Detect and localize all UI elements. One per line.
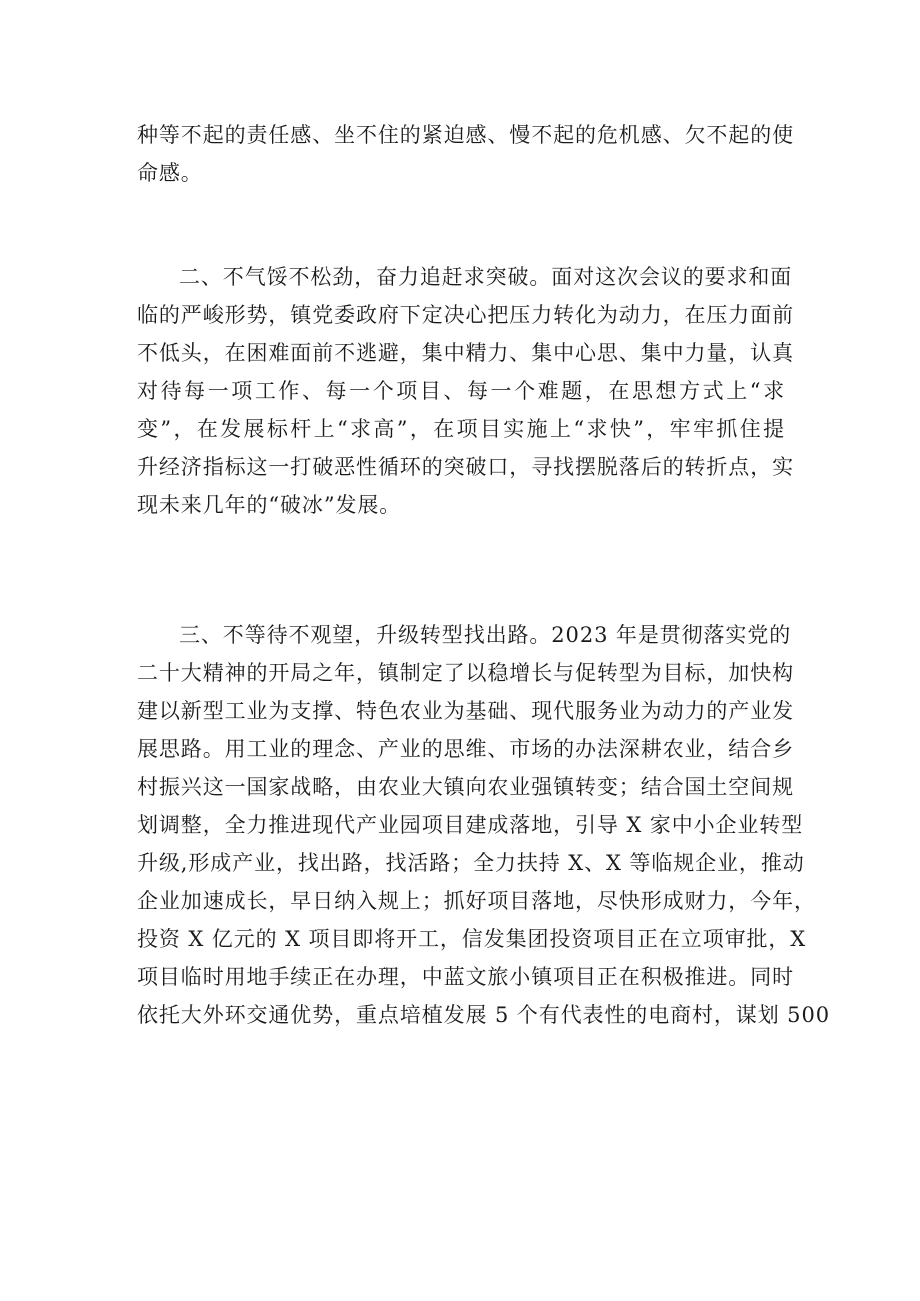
text-line: 临的严峻形势，镇党委政府下定决心把压力转化为动力，在压力面前	[137, 303, 794, 327]
paragraph-continuation	[137, 116, 794, 192]
text-line: 依托大外环交通优势，重点培植发展 5 个有代表性的电商村，谋划 500	[137, 1003, 830, 1027]
text-line: 三、不等待不观望，升级转型找出路。2023 年是贯彻落实党的	[179, 623, 792, 647]
text-line: 对待每一项工作、每一个项目、每一个难题，在思想方式上“求	[137, 379, 785, 403]
text-line: 展思路。用工业的理念、产业的思维、市场的办法深耕农业，结合乡	[137, 737, 794, 761]
text-line: 二十大精神的开局之年，镇制定了以稳增长与促转型为目标，加快构	[137, 661, 794, 685]
paragraph-section-three	[137, 616, 830, 1034]
text-line: 升经济指标这一打破恶性循环的突破口，寻找摆脱落后的转折点，实	[137, 455, 794, 479]
text-line: 建以新型工业为支撑、特色农业为基础、现代服务业为动力的产业发	[137, 699, 794, 723]
text-line: 二、不气馁不松劲，奋力追赶求突破。面对这次会议的要求和面	[179, 265, 793, 289]
text-line: 项目临时用地手续正在办理，中蓝文旅小镇项目正在积极推进。同时	[137, 965, 794, 989]
text-line: 村振兴这一国家战略，由农业大镇向农业强镇转变；结合国土空间规	[137, 775, 794, 799]
text-line: 现未来几年的“破冰”发展。	[137, 493, 402, 517]
text-line: 不低头，在困难面前不逃避，集中精力、集中心思、集中力量，认真	[137, 341, 794, 365]
text-line: 变”，在发展标杆上“求高”，在项目实施上“求快”，牢牢抓住提	[137, 417, 785, 441]
text-line: 升级,形成产业，找出路，找活路；全力扶持 X、X 等临规企业，推动	[137, 851, 805, 875]
text-line: 种等不起的责任感、坐不住的紧迫感、慢不起的危机感、欠不起的使	[137, 123, 794, 147]
text-line: 命感。	[137, 161, 203, 185]
text-line: 企业加速成长，早日纳入规上；抓好项目落地，尽快形成财力，今年，	[137, 889, 816, 913]
text-line: 投资 X 亿元的 X 项目即将开工，信发集团投资项目正在立项审批，X	[137, 927, 807, 951]
text-line: 划调整，全力推进现代产业园项目建成落地，引导 X 家中小企业转型	[137, 813, 804, 837]
paragraph-section-two	[137, 258, 794, 524]
